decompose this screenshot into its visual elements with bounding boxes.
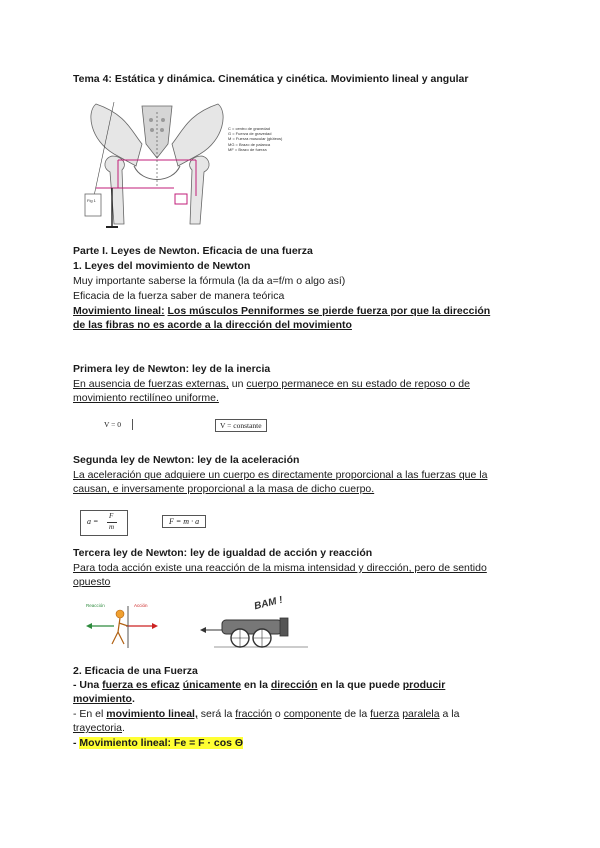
mov-label: Movimiento lineal: <box>73 305 165 317</box>
b2-t5: a la <box>439 708 460 720</box>
efficacy-bullet2 <box>73 707 459 721</box>
formula-acceleration <box>80 510 128 536</box>
figure-weight-label: Fig 1 <box>87 198 96 203</box>
formula-force: F = m · a <box>162 515 206 528</box>
action-label: Acción <box>134 603 148 608</box>
formula-den: m <box>109 523 115 531</box>
b2-w4: fuerza <box>370 708 400 720</box>
pelvis-illustration <box>82 92 232 230</box>
formula-lhs: a = <box>87 517 99 526</box>
b2-dot: . <box>122 722 125 734</box>
second-law-line1: La aceleración que adquiere un cuerpo es directamente proporcional a las fuerzas que la <box>73 469 488 481</box>
figure-legend <box>228 126 282 152</box>
movimiento-lineal-line <box>73 304 490 318</box>
b2-t3: o <box>272 708 284 720</box>
part1-line2: Eficacia de la fuerza saber de manera teórica <box>73 290 285 302</box>
b2-w2: fracción <box>235 708 272 720</box>
pelvis-figure <box>82 92 232 230</box>
first-law-line1 <box>73 377 470 391</box>
action-reaction-figure <box>84 600 164 650</box>
b2-l2: trayectoria <box>73 722 123 734</box>
second-law-heading: Segunda ley de Newton: ley de la aceleración <box>73 454 300 466</box>
third-law-line2: opuesto <box>73 576 111 588</box>
efficacy-bullet3 <box>73 736 243 750</box>
part1-subheading: 1. Leyes del movimiento de Newton <box>73 260 251 272</box>
b1-dot: . <box>131 693 135 705</box>
b1-t2: en la que puede <box>317 679 403 691</box>
b1-w4: producir <box>402 679 446 691</box>
b3-dash: - <box>73 737 80 749</box>
b1-w3: dirección <box>270 679 318 691</box>
cannon-figure <box>200 594 310 650</box>
part1-line1: Muy importante saberse la fórmula (la da a=f/m o algo así) <box>73 275 346 287</box>
third-law-line1: Para toda acción existe una reacción de la misma intensidad y dirección, pero de sentido <box>73 562 487 574</box>
part1-heading: Parte I. Leyes de Newton. Eficacia de una fuerza <box>73 245 313 257</box>
third-law-heading: Tercera ley de Newton: ley de igualdad de acción y reacción <box>73 547 373 559</box>
first-law-sp: un <box>228 378 247 390</box>
b1-w1: fuerza es eficaz <box>102 679 180 691</box>
formula-num: F <box>109 512 114 520</box>
first-law-heading: Primera ley de Newton: ley de la inercia <box>73 363 271 375</box>
b2-t4: de la <box>341 708 371 720</box>
efficacy-bullet1-line2 <box>73 692 135 706</box>
b2-w5: paralela <box>402 708 440 720</box>
cannon-bam-text: BAM ! <box>253 594 284 613</box>
page-title: Tema 4: Estática y dinámica. Cinemática y cinética. Movimiento lineal y angular <box>73 73 469 85</box>
first-law-line2: movimiento rectilíneo uniforme. <box>73 392 219 404</box>
legend-item: MF = Brazo de fuerza <box>228 146 267 152</box>
b2-w3: componente <box>283 708 342 720</box>
b2-t1: - En el <box>73 708 107 720</box>
b1-l2: movimiento <box>73 693 132 705</box>
second-law-line2: causan, e inversamente proporcional a la masa de dicho cuerpo. <box>73 483 375 495</box>
efficacy-bullet2-line2 <box>73 721 125 735</box>
first-law-a: En ausencia de fuerzas externas, <box>73 378 229 390</box>
b1-t1: en la <box>241 679 271 691</box>
mov-text-2: de las fibras no es acorde a la dirección del movimiento <box>73 319 352 331</box>
efficacy-bullet1 <box>73 678 445 692</box>
reaction-label: Reacción <box>86 603 105 608</box>
b2-w1: movimiento lineal, <box>106 708 198 720</box>
efficacy-heading: 2. Eficacia de una Fuerza <box>73 665 198 677</box>
velocity-constant-box: V = constante <box>215 419 267 432</box>
highlighted-formula: Movimiento lineal: Fe = F · cos Θ <box>79 737 244 749</box>
legend-item: G = Fuerza de gravedad <box>228 131 272 137</box>
first-law-b: cuerpo permanece en su estado de reposo o de <box>246 378 470 390</box>
legend-item: M = Fuerza muscular (glúteos) <box>228 136 283 142</box>
mov-text-1: Los músculos Penniformes se pierde fuerza por que la dirección <box>167 305 491 317</box>
b2-t2: será la <box>197 708 236 720</box>
legend-item: C = centro de gravedad <box>228 126 270 131</box>
legend-item: MG = Brazo de palanca <box>228 141 271 147</box>
b1-w2: únicamente <box>182 679 242 691</box>
velocity-zero-box: V = 0 <box>100 419 133 430</box>
b1-dash: - Una <box>73 679 103 691</box>
